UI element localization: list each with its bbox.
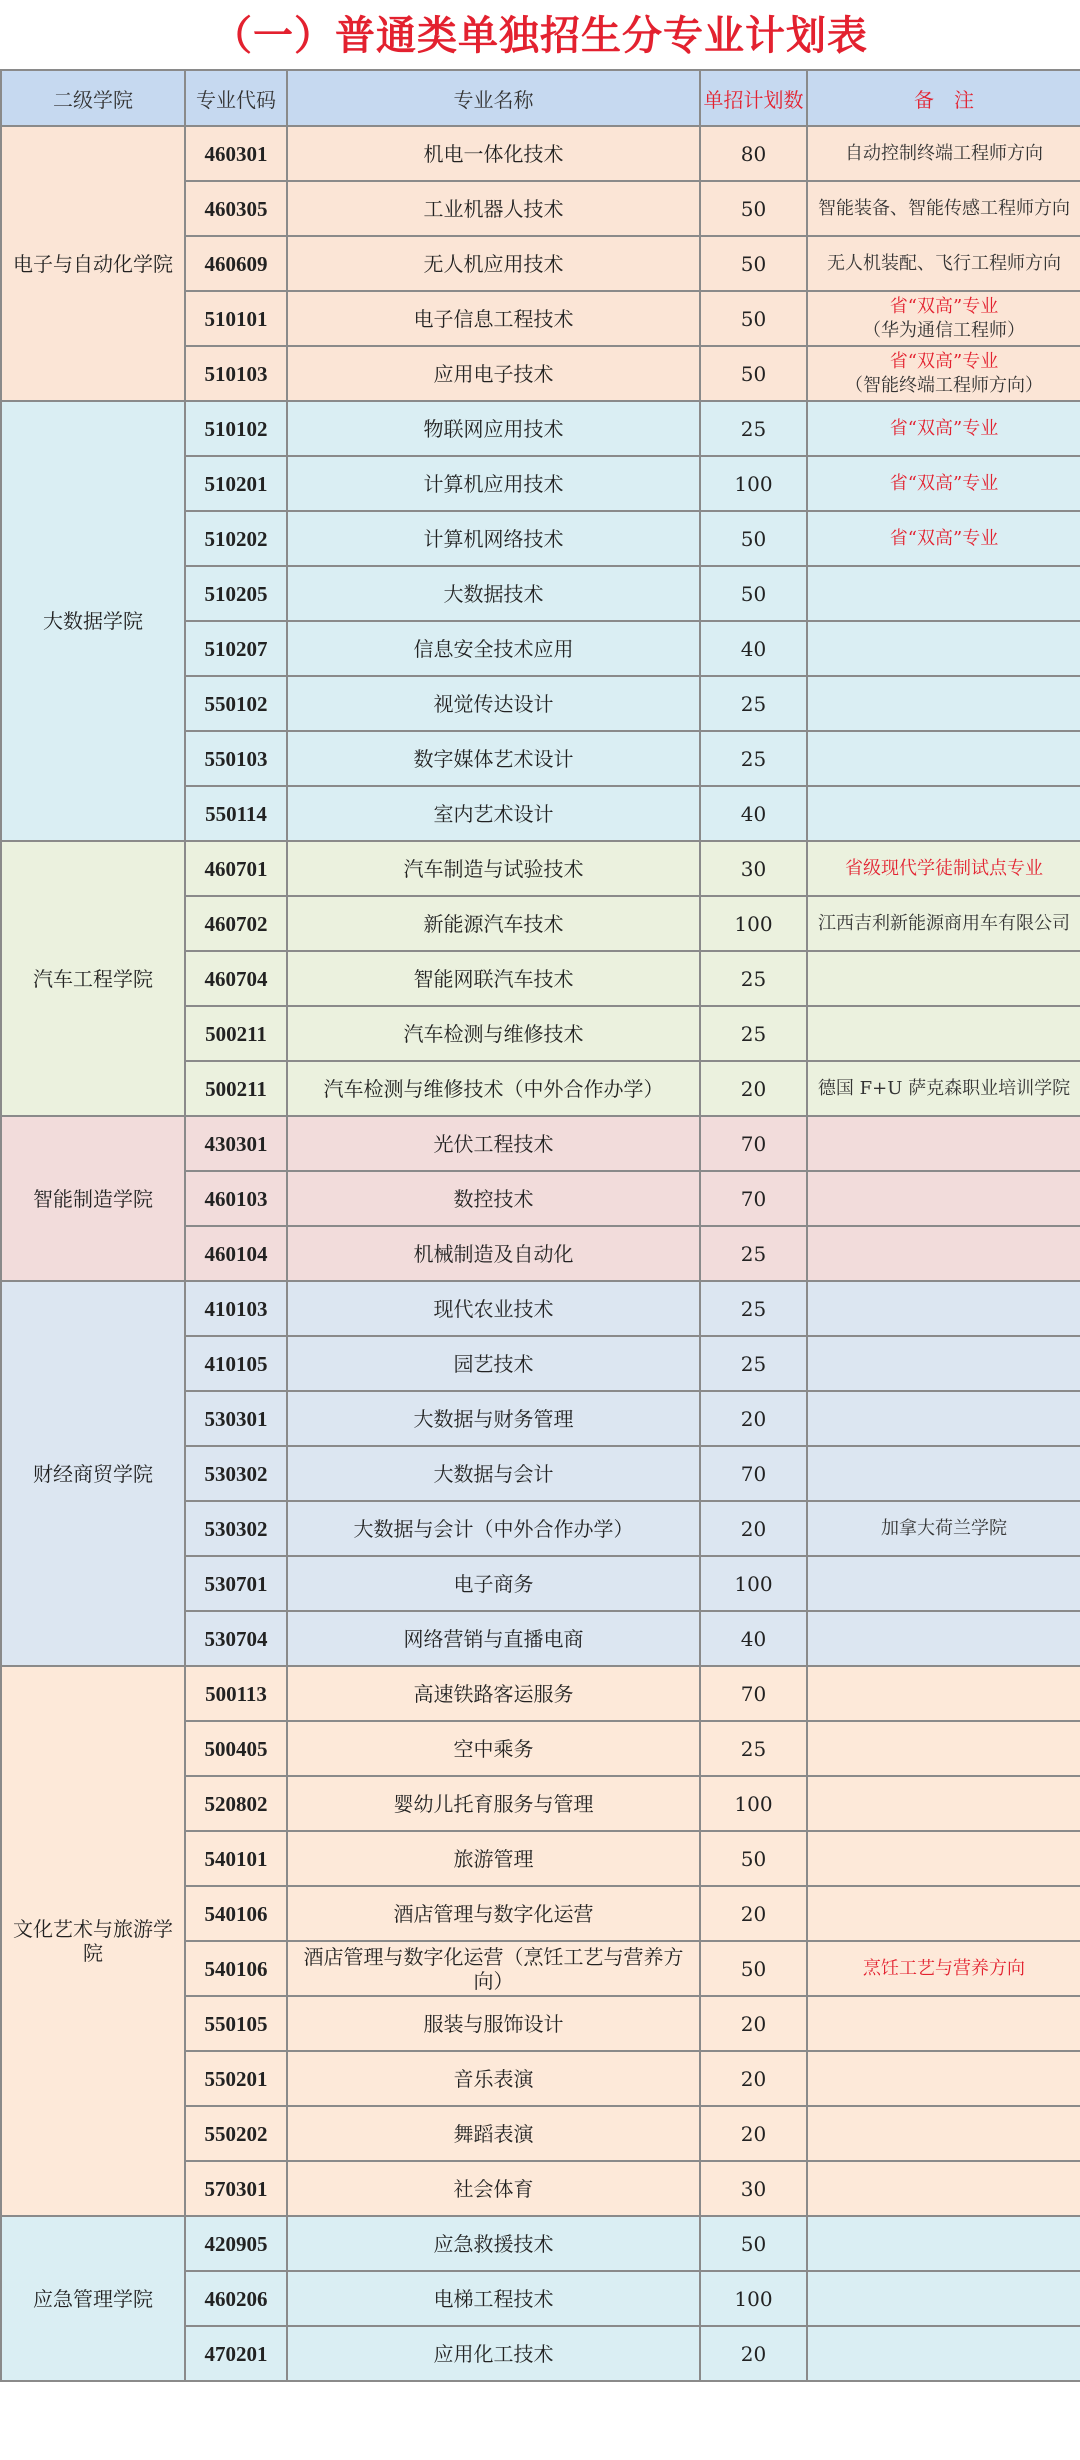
- note-highlight: 省“双高”专业: [889, 472, 999, 494]
- major-code: 550201: [185, 2051, 287, 2106]
- enrollment-plan-table: [0, 69, 1080, 2382]
- major-name: 智能网联汽车技术: [287, 951, 700, 1006]
- plan-count: 25: [700, 401, 807, 456]
- plan-count: 25: [700, 1336, 807, 1391]
- plan-count: 70: [700, 1446, 807, 1501]
- note-cell: [807, 1061, 1080, 1116]
- major-name: 无人机应用技术: [287, 236, 700, 291]
- table-row: [1, 401, 1080, 456]
- plan-count: 50: [700, 1831, 807, 1886]
- note-cell: [807, 1556, 1080, 1611]
- major-code: 530704: [185, 1611, 287, 1666]
- note-highlight: 省级现代学徒制试点专业: [845, 857, 1043, 879]
- major-name: 网络营销与直播电商: [287, 1611, 700, 1666]
- major-name: 物联网应用技术: [287, 401, 700, 456]
- header-note: 备 注: [807, 70, 1080, 126]
- plan-count: 20: [700, 1501, 807, 1556]
- note-cell: [807, 1941, 1080, 1996]
- major-name: 婴幼儿托育服务与管理: [287, 1776, 700, 1831]
- major-name: 应急救援技术: [287, 2216, 700, 2271]
- table-row: [1, 1116, 1080, 1171]
- college-cell: 财经商贸学院: [1, 1281, 185, 1666]
- plan-count: 50: [700, 181, 807, 236]
- major-code: 460701: [185, 841, 287, 896]
- major-name: 现代农业技术: [287, 1281, 700, 1336]
- major-code: 460103: [185, 1171, 287, 1226]
- note-highlight: 省“双高”专业: [889, 295, 999, 317]
- major-name: 酒店管理与数字化运营（烹饪工艺与营养方向）: [287, 1941, 700, 1996]
- note-text: 智能装备、智能传感工程师方向: [818, 197, 1070, 219]
- page-title: （一）普通类单独招生分专业计划表: [212, 12, 868, 59]
- major-name: 计算机应用技术: [287, 456, 700, 511]
- major-name: 大数据与会计（中外合作办学）: [287, 1501, 700, 1556]
- note-cell: [807, 1281, 1080, 1336]
- major-code: 500211: [185, 1061, 287, 1116]
- plan-count: 20: [700, 2326, 807, 2381]
- table-row: [1, 126, 1080, 181]
- table-row: [1, 1281, 1080, 1336]
- major-name: 电子信息工程技术: [287, 291, 700, 346]
- plan-count: 70: [700, 1666, 807, 1721]
- note-cell: [807, 1776, 1080, 1831]
- major-code: 530301: [185, 1391, 287, 1446]
- major-code: 460702: [185, 896, 287, 951]
- header-code: 专业代码: [185, 70, 287, 126]
- major-code: 540101: [185, 1831, 287, 1886]
- note-cell: [807, 456, 1080, 511]
- plan-count: 25: [700, 676, 807, 731]
- note-cell: [807, 1226, 1080, 1281]
- note-cell: [807, 2161, 1080, 2216]
- plan-count: 50: [700, 511, 807, 566]
- note-cell: [807, 731, 1080, 786]
- table-row: [1, 841, 1080, 896]
- plan-count: 100: [700, 2271, 807, 2326]
- table-row: [1, 1666, 1080, 1721]
- note-highlight: 烹饪工艺与营养方向: [863, 1957, 1025, 1979]
- major-name: 机电一体化技术: [287, 126, 700, 181]
- major-code: 510205: [185, 566, 287, 621]
- note-highlight: 省“双高”专业: [889, 350, 999, 372]
- college-cell: 电子与自动化学院: [1, 126, 185, 401]
- table-row: [1, 2216, 1080, 2271]
- major-name: 数控技术: [287, 1171, 700, 1226]
- header-college: 二级学院: [1, 70, 185, 126]
- major-name: 电子商务: [287, 1556, 700, 1611]
- college-cell: 大数据学院: [1, 401, 185, 841]
- major-name: 旅游管理: [287, 1831, 700, 1886]
- major-code: 550105: [185, 1996, 287, 2051]
- major-code: 460305: [185, 181, 287, 236]
- note-cell: [807, 236, 1080, 291]
- plan-count: 30: [700, 2161, 807, 2216]
- plan-count: 50: [700, 1941, 807, 1996]
- major-code: 530701: [185, 1556, 287, 1611]
- major-name: 大数据与会计: [287, 1446, 700, 1501]
- note-cell: [807, 1391, 1080, 1446]
- note-cell: [807, 951, 1080, 1006]
- plan-count: 100: [700, 896, 807, 951]
- major-name: 应用化工技术: [287, 2326, 700, 2381]
- plan-count: 50: [700, 2216, 807, 2271]
- major-name: 新能源汽车技术: [287, 896, 700, 951]
- note-cell: [807, 346, 1080, 401]
- note-text: （智能终端工程师方向）: [845, 374, 1043, 396]
- plan-count: 80: [700, 126, 807, 181]
- note-cell: [807, 1886, 1080, 1941]
- major-name: 酒店管理与数字化运营: [287, 1886, 700, 1941]
- note-text: 江西吉利新能源商用车有限公司: [818, 912, 1070, 934]
- plan-count: 70: [700, 1171, 807, 1226]
- plan-count: 50: [700, 346, 807, 401]
- plan-count: 25: [700, 1006, 807, 1061]
- note-cell: [807, 1336, 1080, 1391]
- note-cell: [807, 566, 1080, 621]
- note-cell: [807, 1171, 1080, 1226]
- note-cell: [807, 291, 1080, 346]
- major-code: 460206: [185, 2271, 287, 2326]
- major-code: 540106: [185, 1941, 287, 1996]
- note-cell: [807, 2216, 1080, 2271]
- table-body: [1, 126, 1080, 2381]
- note-cell: [807, 2051, 1080, 2106]
- plan-count: 20: [700, 2051, 807, 2106]
- major-code: 500405: [185, 1721, 287, 1776]
- major-name: 信息安全技术应用: [287, 621, 700, 676]
- note-cell: [807, 511, 1080, 566]
- major-name: 汽车制造与试验技术: [287, 841, 700, 896]
- major-code: 430301: [185, 1116, 287, 1171]
- plan-count: 100: [700, 1556, 807, 1611]
- note-cell: [807, 786, 1080, 841]
- major-code: 510207: [185, 621, 287, 676]
- major-name: 汽车检测与维修技术（中外合作办学）: [287, 1061, 700, 1116]
- plan-count: 25: [700, 1281, 807, 1336]
- major-code: 470201: [185, 2326, 287, 2381]
- college-cell: 应急管理学院: [1, 2216, 185, 2381]
- major-code: 540106: [185, 1886, 287, 1941]
- note-cell: [807, 1996, 1080, 2051]
- major-name: 视觉传达设计: [287, 676, 700, 731]
- major-name: 机械制造及自动化: [287, 1226, 700, 1281]
- note-text: 自动控制终端工程师方向: [845, 142, 1043, 164]
- major-code: 530302: [185, 1446, 287, 1501]
- plan-count: 50: [700, 566, 807, 621]
- major-code: 410103: [185, 1281, 287, 1336]
- plan-count: 25: [700, 951, 807, 1006]
- plan-count: 20: [700, 2106, 807, 2161]
- major-code: 510103: [185, 346, 287, 401]
- major-name: 计算机网络技术: [287, 511, 700, 566]
- note-text: 无人机装配、飞行工程师方向: [827, 252, 1061, 274]
- plan-count: 25: [700, 731, 807, 786]
- plan-count: 40: [700, 1611, 807, 1666]
- plan-count: 25: [700, 1721, 807, 1776]
- major-name: 大数据与财务管理: [287, 1391, 700, 1446]
- note-cell: [807, 2106, 1080, 2161]
- note-cell: [807, 181, 1080, 236]
- table-header-row: [1, 70, 1080, 126]
- plan-count: 20: [700, 1061, 807, 1116]
- major-name: 工业机器人技术: [287, 181, 700, 236]
- note-cell: [807, 841, 1080, 896]
- plan-count: 30: [700, 841, 807, 896]
- major-code: 550202: [185, 2106, 287, 2161]
- major-code: 520802: [185, 1776, 287, 1831]
- note-cell: [807, 126, 1080, 181]
- note-text: （华为通信工程师）: [863, 319, 1025, 341]
- college-cell: 文化艺术与旅游学院: [1, 1666, 185, 2216]
- note-text: 加拿大荷兰学院: [881, 1517, 1007, 1539]
- header-major: 专业名称: [287, 70, 700, 126]
- plan-count: 50: [700, 291, 807, 346]
- major-name: 高速铁路客运服务: [287, 1666, 700, 1721]
- major-code: 510202: [185, 511, 287, 566]
- plan-count: 40: [700, 786, 807, 841]
- major-name: 空中乘务: [287, 1721, 700, 1776]
- note-cell: [807, 1721, 1080, 1776]
- major-name: 数字媒体艺术设计: [287, 731, 700, 786]
- plan-count: 100: [700, 456, 807, 511]
- college-cell: 汽车工程学院: [1, 841, 185, 1116]
- note-highlight: 省“双高”专业: [889, 417, 999, 439]
- major-code: 460104: [185, 1226, 287, 1281]
- major-name: 光伏工程技术: [287, 1116, 700, 1171]
- major-code: 500113: [185, 1666, 287, 1721]
- note-cell: [807, 1116, 1080, 1171]
- major-code: 510101: [185, 291, 287, 346]
- major-name: 服装与服饰设计: [287, 1996, 700, 2051]
- major-code: 510201: [185, 456, 287, 511]
- college-cell: 智能制造学院: [1, 1116, 185, 1281]
- note-cell: [807, 2271, 1080, 2326]
- major-name: 应用电子技术: [287, 346, 700, 401]
- plan-count: 20: [700, 1391, 807, 1446]
- note-cell: [807, 1006, 1080, 1061]
- note-cell: [807, 1446, 1080, 1501]
- plan-count: 20: [700, 1886, 807, 1941]
- major-code: 420905: [185, 2216, 287, 2271]
- major-code: 550114: [185, 786, 287, 841]
- major-name: 舞蹈表演: [287, 2106, 700, 2161]
- major-name: 电梯工程技术: [287, 2271, 700, 2326]
- major-code: 460704: [185, 951, 287, 1006]
- note-cell: [807, 401, 1080, 456]
- note-cell: [807, 621, 1080, 676]
- major-code: 510102: [185, 401, 287, 456]
- note-cell: [807, 2326, 1080, 2381]
- major-code: 460609: [185, 236, 287, 291]
- major-name: 汽车检测与维修技术: [287, 1006, 700, 1061]
- major-name: 大数据技术: [287, 566, 700, 621]
- major-code: 550103: [185, 731, 287, 786]
- note-cell: [807, 1831, 1080, 1886]
- major-code: 500211: [185, 1006, 287, 1061]
- note-highlight: 省“双高”专业: [889, 527, 999, 549]
- major-name: 室内艺术设计: [287, 786, 700, 841]
- major-code: 550102: [185, 676, 287, 731]
- note-text: 德国 F+U 萨克森职业培训学院: [817, 1077, 1071, 1099]
- major-code: 570301: [185, 2161, 287, 2216]
- plan-count: 20: [700, 1996, 807, 2051]
- major-code: 460301: [185, 126, 287, 181]
- plan-count: 70: [700, 1116, 807, 1171]
- major-name: 园艺技术: [287, 1336, 700, 1391]
- major-code: 410105: [185, 1336, 287, 1391]
- plan-count: 25: [700, 1226, 807, 1281]
- header-plan: 单招计划数: [700, 70, 807, 126]
- note-cell: [807, 676, 1080, 731]
- note-cell: [807, 1666, 1080, 1721]
- note-cell: [807, 1501, 1080, 1556]
- major-name: 社会体育: [287, 2161, 700, 2216]
- plan-count: 50: [700, 236, 807, 291]
- plan-count: 100: [700, 1776, 807, 1831]
- note-cell: [807, 1611, 1080, 1666]
- major-code: 530302: [185, 1501, 287, 1556]
- plan-count: 40: [700, 621, 807, 676]
- note-cell: [807, 896, 1080, 951]
- major-name: 音乐表演: [287, 2051, 700, 2106]
